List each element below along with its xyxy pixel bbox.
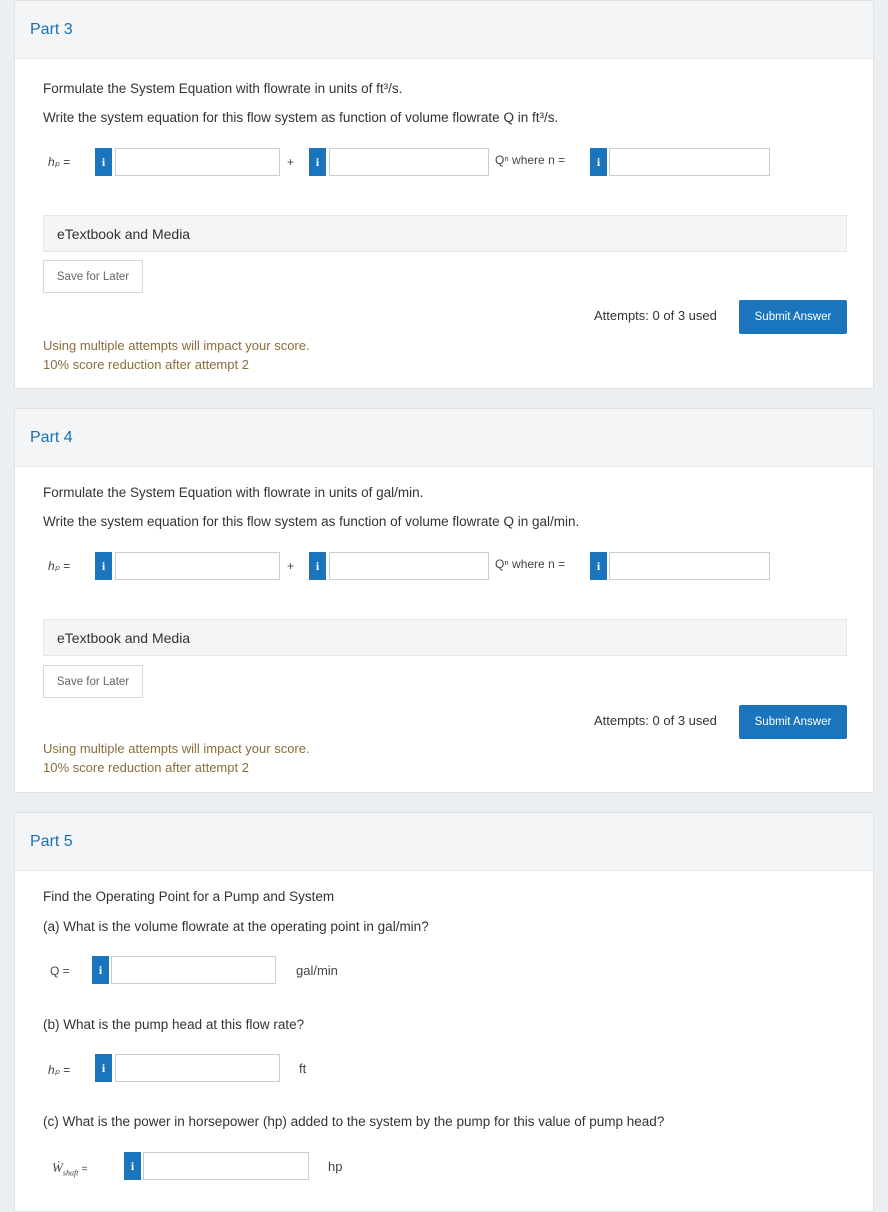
question-b: (b) What is the pump head at this flow rate? (43, 1017, 305, 1032)
info-icon[interactable]: i (95, 1054, 112, 1082)
exponent-input[interactable] (609, 552, 770, 580)
coefficient-input-2[interactable] (329, 148, 489, 176)
save-for-later-button[interactable]: Save for Later (43, 260, 143, 293)
part-title: Part 5 (30, 833, 73, 850)
info-icon[interactable]: i (590, 552, 607, 580)
warning-line-2: 10% score reduction after attempt 2 (43, 760, 249, 775)
coefficient-input-2[interactable] (329, 552, 489, 580)
coefficient-input-1[interactable] (115, 148, 280, 176)
part-title: Part 3 (30, 21, 73, 38)
etextbook-panel[interactable] (43, 619, 847, 656)
coefficient-input-1[interactable] (115, 552, 280, 580)
etextbook-panel[interactable] (43, 215, 847, 252)
part-5-card (14, 812, 874, 1212)
question-heading: Formulate the System Equation with flowrate in units of gal/min. (43, 485, 424, 500)
q-power-label: Qⁿ where n = (495, 557, 566, 571)
q-label: Q = (50, 964, 70, 978)
warning-line-1: Using multiple attempts will impact your score. (43, 338, 310, 353)
info-icon[interactable]: i (309, 552, 326, 580)
question-instruction: Write the system equation for this flow system as function of volume flowrate Q in ft³/s. (43, 110, 559, 125)
info-icon[interactable]: i (95, 552, 112, 580)
info-icon[interactable]: i (92, 956, 109, 984)
pump-head-input[interactable] (115, 1054, 280, 1082)
exponent-input[interactable] (609, 148, 770, 176)
part-5-header (15, 813, 873, 871)
warning-line-1: Using multiple attempts will impact your score. (43, 741, 310, 756)
power-unit: hp (328, 1159, 343, 1174)
attempts-warning (43, 739, 310, 777)
hp-label: hₚ = (48, 1063, 71, 1077)
pump-head-unit: ft (299, 1061, 307, 1076)
plus-sign: + (287, 559, 295, 573)
hp-label: hₚ = (48, 559, 71, 573)
etextbook-label: eTextbook and Media (57, 630, 191, 646)
question-instruction: Write the system equation for this flow system as function of volume flowrate Q in gal/min. (43, 514, 580, 529)
info-icon[interactable]: i (95, 148, 112, 176)
warning-line-2: 10% score reduction after attempt 2 (43, 357, 249, 372)
submit-answer-button[interactable]: Submit Answer (739, 300, 847, 334)
etextbook-label: eTextbook and Media (57, 226, 191, 242)
part-3-card (14, 0, 874, 389)
submit-answer-button[interactable]: Submit Answer (739, 705, 847, 739)
w-shaft-symbol: Ẇ (52, 1160, 63, 1175)
question-heading: Find the Operating Point for a Pump and System (43, 889, 335, 904)
flowrate-input[interactable] (111, 956, 276, 984)
flowrate-unit: gal/min (296, 963, 338, 978)
w-shaft-subscript: shaft (62, 1168, 79, 1178)
hp-label: hₚ = (48, 155, 71, 169)
part-title: Part 4 (30, 429, 73, 446)
attempts-warning (43, 336, 310, 374)
part-4-card (14, 408, 874, 793)
info-icon[interactable]: i (124, 1152, 141, 1180)
shaft-power-input[interactable] (143, 1152, 309, 1180)
w-shaft-equals: = (81, 1164, 88, 1175)
attempts-counter: Attempts: 0 of 3 used (594, 713, 717, 728)
question-heading: Formulate the System Equation with flowrate in units of ft³/s. (43, 81, 403, 96)
w-shaft-label (52, 1160, 88, 1178)
info-icon[interactable]: i (309, 148, 326, 176)
save-for-later-button[interactable]: Save for Later (43, 665, 143, 698)
part-3-header (15, 1, 873, 59)
plus-sign: + (287, 155, 295, 169)
attempts-counter: Attempts: 0 of 3 used (594, 308, 717, 323)
part-4-header (15, 409, 873, 467)
info-icon[interactable]: i (590, 148, 607, 176)
question-c: (c) What is the power in horsepower (hp) added to the system by the pump for this value of pump head? (43, 1114, 665, 1129)
q-power-label: Qⁿ where n = (495, 153, 566, 167)
question-a: (a) What is the volume flowrate at the operating point in gal/min? (43, 919, 429, 934)
